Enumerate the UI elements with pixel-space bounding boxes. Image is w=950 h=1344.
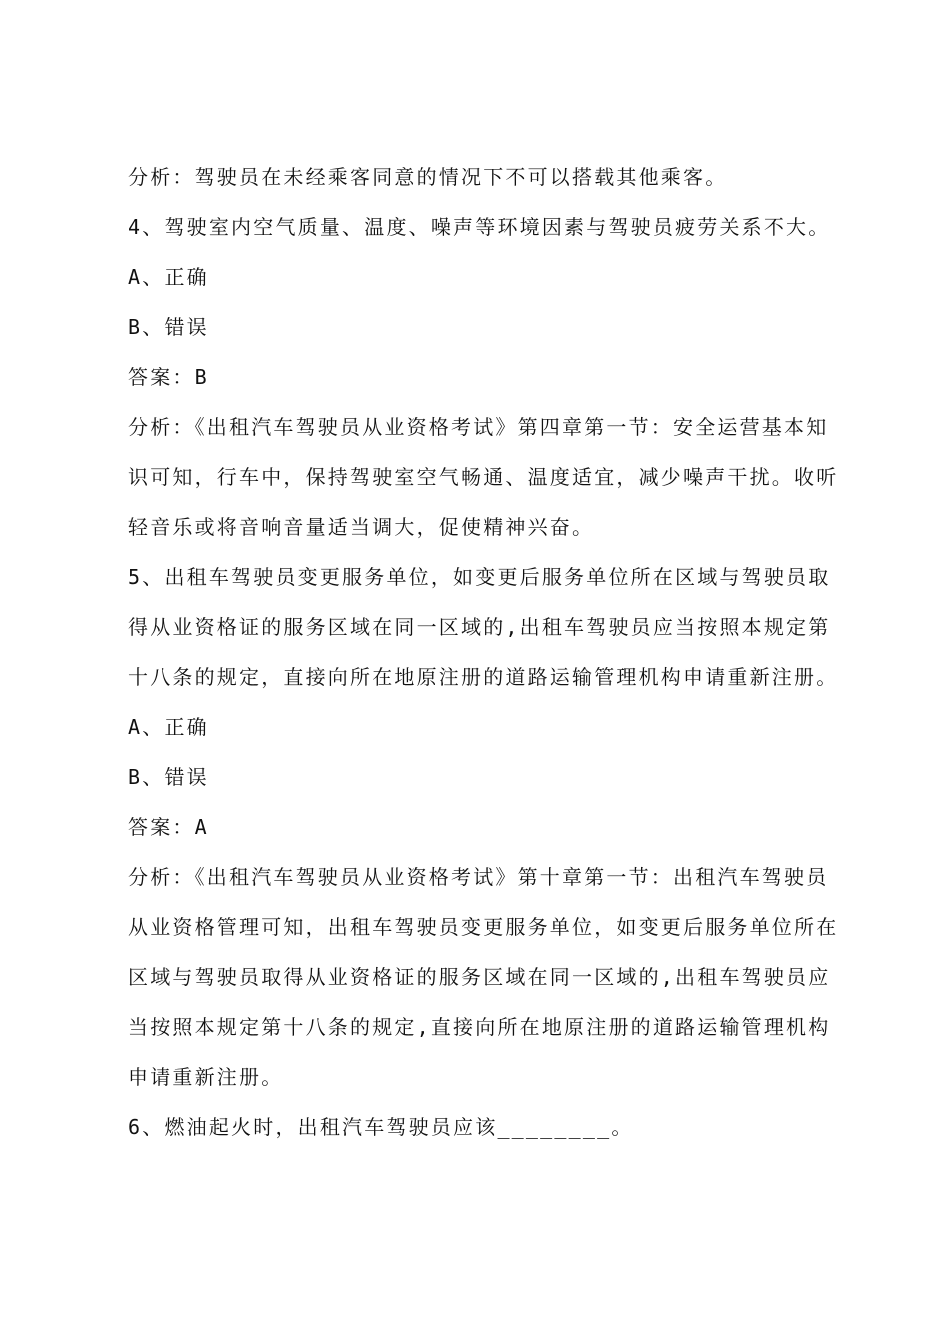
analysis-q4-line-3: 轻音乐或将音响音量适当调大，促使精神兴奋。 [128, 515, 595, 539]
analysis-q5-line-4: 当按照本规定第十八条的规定,直接向所在地原注册的道路运输管理机构 [128, 1015, 831, 1039]
question-4-option-b: B、错误 [128, 315, 209, 339]
analysis-q5-line-5: 申请重新注册。 [128, 1065, 284, 1089]
analysis-q3-line-1: 分析：驾驶员在未经乘客同意的情况下不可以搭载其他乘客。 [128, 165, 728, 189]
analysis-q5-line-1: 分析：《出租汽车驾驶员从业资格考试》第十章第一节：出租汽车驾驶员 [128, 865, 829, 889]
analysis-q4-line-2: 识可知，行车中，保持驾驶室空气畅通、温度适宜，减少噪声干扰。收听 [128, 465, 839, 489]
analysis-q5-line-3: 区域与驾驶员取得从业资格证的服务区域在同一区域的,出租车驾驶员应 [128, 965, 831, 989]
document-page [128, 152, 848, 1152]
question-4-text: 4、驾驶室内空气质量、温度、噪声等环境因素与驾驶员疲劳关系不大。 [128, 215, 831, 239]
question-5-line-3: 十八条的规定，直接向所在地原注册的道路运输管理机构申请重新注册。 [128, 665, 839, 689]
question-5-line-1: 5、出租车驾驶员变更服务单位，如变更后服务单位所在区域与驾驶员取 [128, 565, 831, 589]
question-6-text: 6、燃油起火时，出租汽车驾驶员应该________。 [128, 1115, 634, 1139]
question-5-answer: 答案：A [128, 815, 209, 839]
question-4-option-a: A、正确 [128, 265, 209, 289]
analysis-q4-line-1: 分析：《出租汽车驾驶员从业资格考试》第四章第一节：安全运营基本知 [128, 415, 829, 439]
question-5-option-a: A、正确 [128, 715, 209, 739]
question-4-answer: 答案：B [128, 365, 209, 389]
analysis-q5-line-2: 从业资格管理可知，出租车驾驶员变更服务单位，如变更后服务单位所在 [128, 915, 839, 939]
question-5-line-2: 得从业资格证的服务区域在同一区域的,出租车驾驶员应当按照本规定第 [128, 615, 831, 639]
question-5-option-b: B、错误 [128, 765, 209, 789]
